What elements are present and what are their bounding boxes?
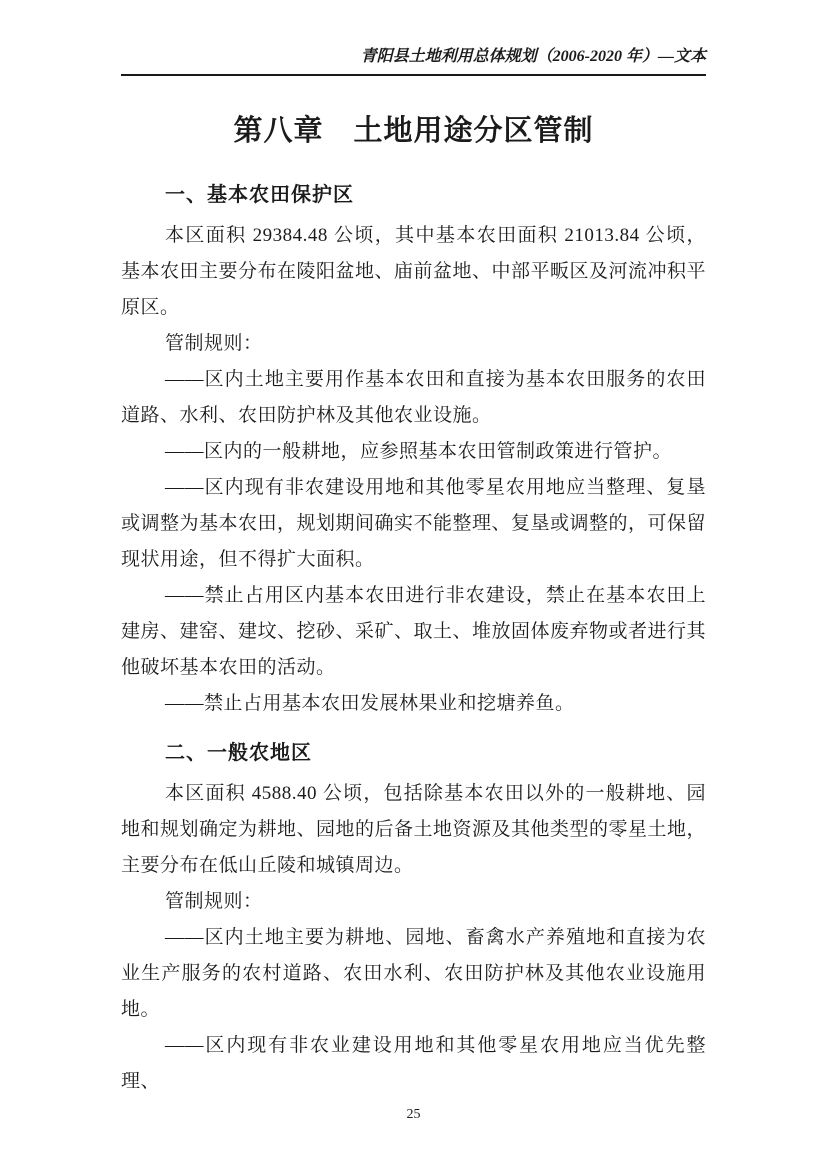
section-heading: 一、基本农田保护区 bbox=[165, 184, 354, 206]
paragraph: ——区内土地主要为耕地、园地、畜禽水产养殖地和直接为农业生产服务的农村道路、农田水利、农田防护林及其他农业设施用地。 bbox=[121, 927, 706, 1020]
document-body bbox=[121, 180, 706, 1100]
paragraph: 本区面积 29384.48 公顷，其中基本农田面积 21013.84 公顷，基本农田主要分布在陵阳盆地、庙前盆地、中部平畈区及河流冲积平原区。 bbox=[121, 225, 707, 318]
paragraph: ——区内现有非农业建设用地和其他零星农用地应当优先整理、 bbox=[121, 1035, 706, 1092]
paragraph: 本区面积 4588.40 公顷，包括除基本农田以外的一般耕地、园地和规划确定为耕地、园地的后备土地资源及其他类型的零星土地，主要分布在低山丘陵和城镇周边。 bbox=[121, 783, 707, 876]
paragraph: ——区内的一般耕地，应参照基本农田管制政策进行管护。 bbox=[165, 441, 673, 462]
header-title: 青阳县土地利用总体规划（2006-2020 年）—文本 bbox=[360, 48, 706, 65]
page-header bbox=[121, 0, 706, 76]
paragraph: ——区内土地主要用作基本农田和直接为基本农田服务的农田道路、水利、农田防护林及其他农业设施。 bbox=[121, 369, 706, 426]
paragraph: ——禁止占用基本农田发展林果业和挖塘养鱼。 bbox=[165, 693, 575, 714]
paragraph: 管制规则： bbox=[165, 333, 263, 354]
page-number: 25 bbox=[406, 1107, 421, 1122]
paragraph: ——禁止占用区内基本农田进行非农建设，禁止在基本农田上建房、建窑、建坟、挖砂、采矿、取土、堆放固体废弃物或者进行其他破坏基本农田的活动。 bbox=[121, 585, 707, 678]
section-heading: 二、一般农地区 bbox=[165, 742, 312, 764]
paragraph: ——区内现有非农建设用地和其他零星农用地应当整理、复垦或调整为基本农田，规划期间确实不能整理、复垦或调整的，可保留现状用途，但不得扩大面积。 bbox=[121, 477, 707, 570]
chapter-title: 第八章 土地用途分区管制 bbox=[233, 115, 594, 147]
paragraph: 管制规则： bbox=[165, 891, 263, 912]
